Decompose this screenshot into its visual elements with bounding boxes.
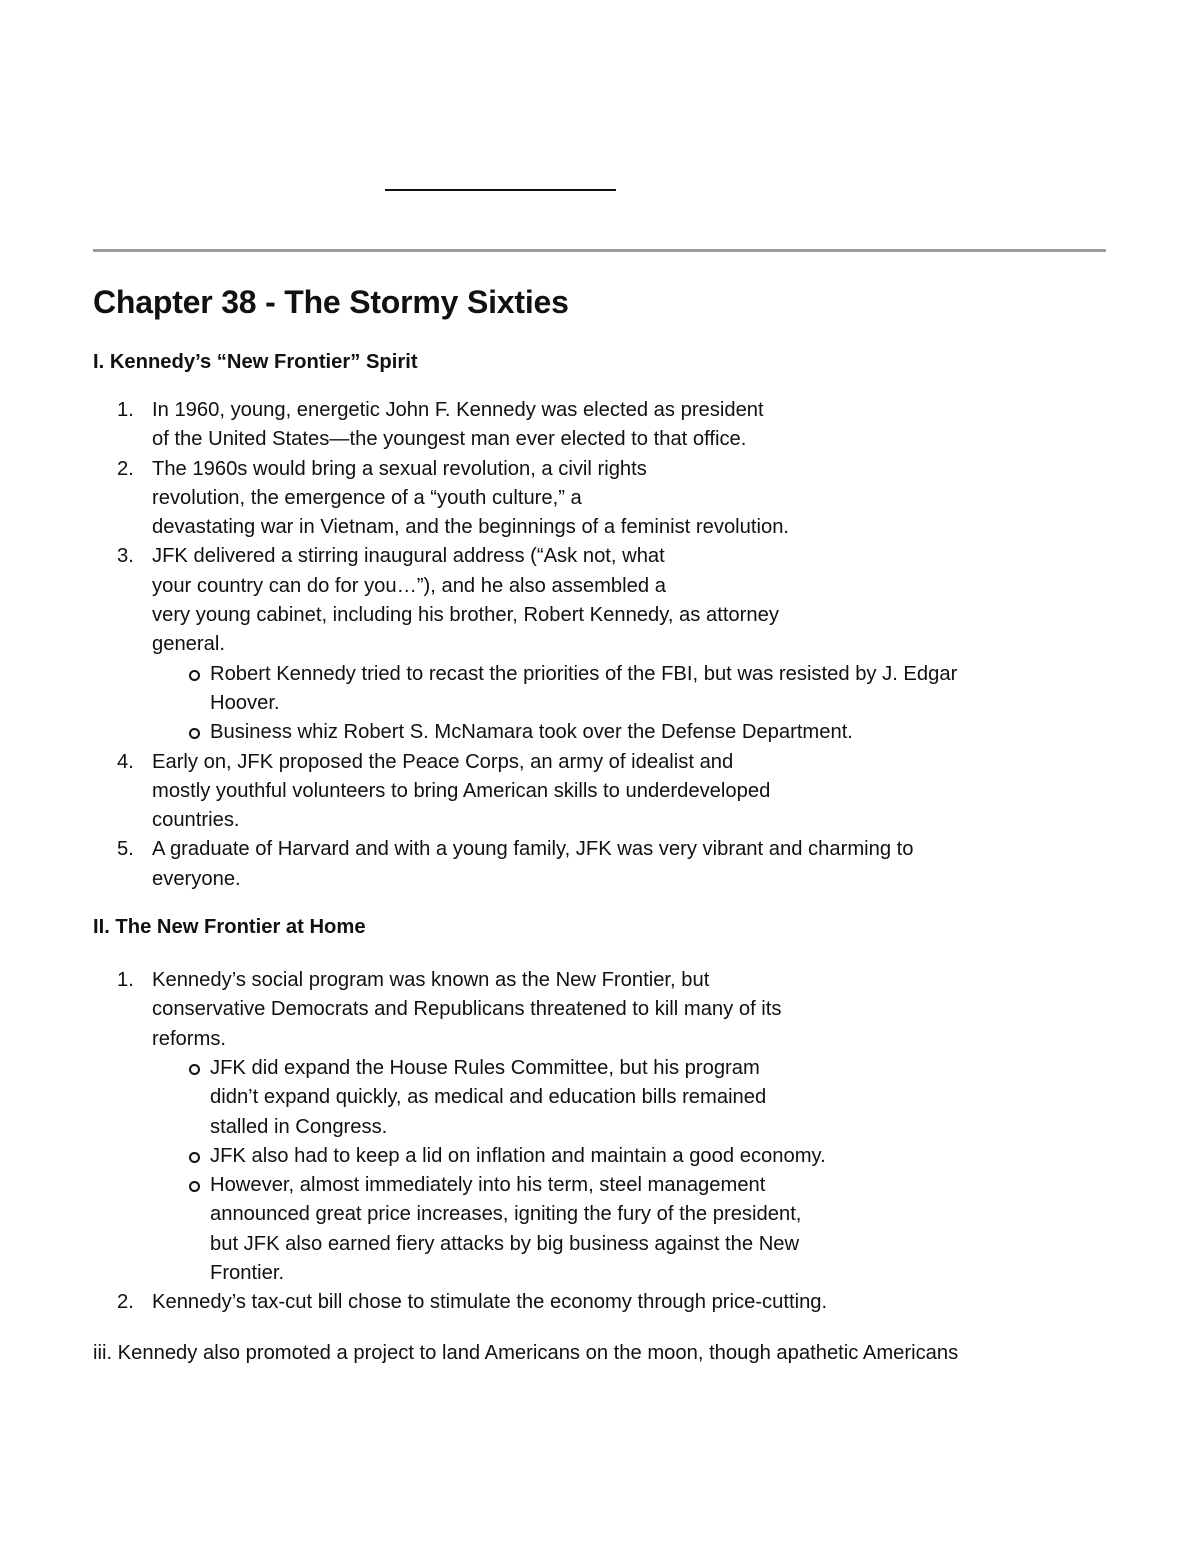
item-line: revolution, the emergence of a “youth culture,” a	[152, 486, 582, 509]
item-line: countries.	[152, 809, 240, 832]
list-item	[93, 966, 1103, 1288]
circle-bullet-icon	[189, 728, 200, 739]
item-line: didn’t expand quickly, as medical and education bills remained	[210, 1086, 767, 1109]
item-line: conservative Democrats and Republicans threatened to kill many of its	[152, 998, 782, 1021]
item-line: devastating war in Vietnam, and the beginnings of a feminist revolution.	[152, 516, 790, 539]
item-line: mostly youthful volunteers to bring American skills to underdeveloped	[152, 779, 771, 802]
item-line: JFK also had to keep a lid on inflation and maintain a good economy.	[210, 1144, 826, 1167]
item-number: 2.	[117, 1291, 134, 1314]
item-number: 4.	[117, 750, 134, 773]
item-line: Kennedy’s social program was known as the New Frontier, but	[152, 969, 710, 992]
item-line: your country can do for you…”), and he also assembled a	[152, 574, 666, 597]
item-line: general.	[152, 633, 225, 656]
item-number: 3.	[117, 545, 134, 568]
section-heading: I. Kennedy’s “New Frontier” Spirit	[93, 351, 418, 373]
circle-bullet-icon	[189, 670, 200, 681]
item-line: In 1960, young, energetic John F. Kennedy was elected as president	[152, 399, 764, 421]
sub-list-item	[152, 718, 1103, 747]
list-item	[93, 455, 1103, 543]
list-item	[93, 1288, 1103, 1317]
list-item	[93, 835, 1103, 894]
sub-list-item	[152, 1142, 1103, 1171]
header-divider	[93, 249, 1106, 252]
list-item	[93, 748, 1103, 836]
item-line: A graduate of Harvard and with a young family, JFK was very vibrant and charming to	[152, 838, 914, 861]
item-line: Hoover.	[210, 691, 280, 714]
item-line: of the United States—the youngest man ever elected to that office.	[152, 428, 747, 451]
item-line: The 1960s would bring a sexual revolution, a civil rights	[152, 457, 647, 480]
blank-name-line	[385, 189, 616, 191]
item-line: JFK did expand the House Rules Committee, but his program	[210, 1056, 760, 1079]
item-number: 5.	[117, 838, 134, 861]
item-line: very young cabinet, including his brother, Robert Kennedy, as attorney	[152, 604, 779, 627]
sub-list-item	[152, 660, 1103, 719]
item-line: reforms.	[152, 1027, 227, 1050]
item-number: 2.	[117, 457, 134, 480]
section-list	[93, 396, 1103, 894]
item-line: JFK delivered a stirring inaugural address (“Ask not, what	[152, 545, 665, 568]
item-number: 1.	[117, 399, 134, 421]
list-item	[93, 542, 1103, 747]
item-line: Robert Kennedy tried to recast the priorities of the FBI, but was resisted by J. Edgar	[210, 662, 958, 685]
document-body	[93, 282, 1103, 1368]
sub-list	[152, 1054, 1103, 1288]
item-line: Frontier.	[210, 1262, 285, 1285]
item-line: stalled in Congress.	[210, 1115, 388, 1138]
section-heading: II. The New Frontier at Home	[93, 916, 366, 939]
item-line: Early on, JFK proposed the Peace Corps, an army of idealist and	[152, 750, 734, 773]
section-list	[93, 966, 1103, 1318]
circle-bullet-icon	[189, 1152, 200, 1163]
circle-bullet-icon	[189, 1181, 200, 1192]
item-line: announced great price increases, igniting the fury of the president,	[210, 1203, 802, 1226]
sub-list-item	[152, 1171, 1103, 1288]
item-line: Kennedy’s tax-cut bill chose to stimulate the economy through price-cutting.	[152, 1291, 828, 1314]
chapter-title: Chapter 38 - The Stormy Sixties	[93, 284, 569, 320]
item-line: Business whiz Robert S. McNamara took over the Defense Department.	[210, 721, 853, 744]
sub-list-item	[152, 1054, 1103, 1142]
list-item	[93, 396, 1103, 455]
item-line: everyone.	[152, 867, 241, 890]
item-line: but JFK also earned fiery attacks by big business against the New	[210, 1232, 800, 1255]
item-line: However, almost immediately into his term, steel management	[210, 1174, 766, 1197]
trailing-paragraph: iii. Kennedy also promoted a project to land Americans on the moon, though apathetic Americans	[93, 1341, 959, 1364]
circle-bullet-icon	[189, 1064, 200, 1075]
sub-list	[152, 660, 1103, 748]
item-number: 1.	[117, 969, 134, 992]
